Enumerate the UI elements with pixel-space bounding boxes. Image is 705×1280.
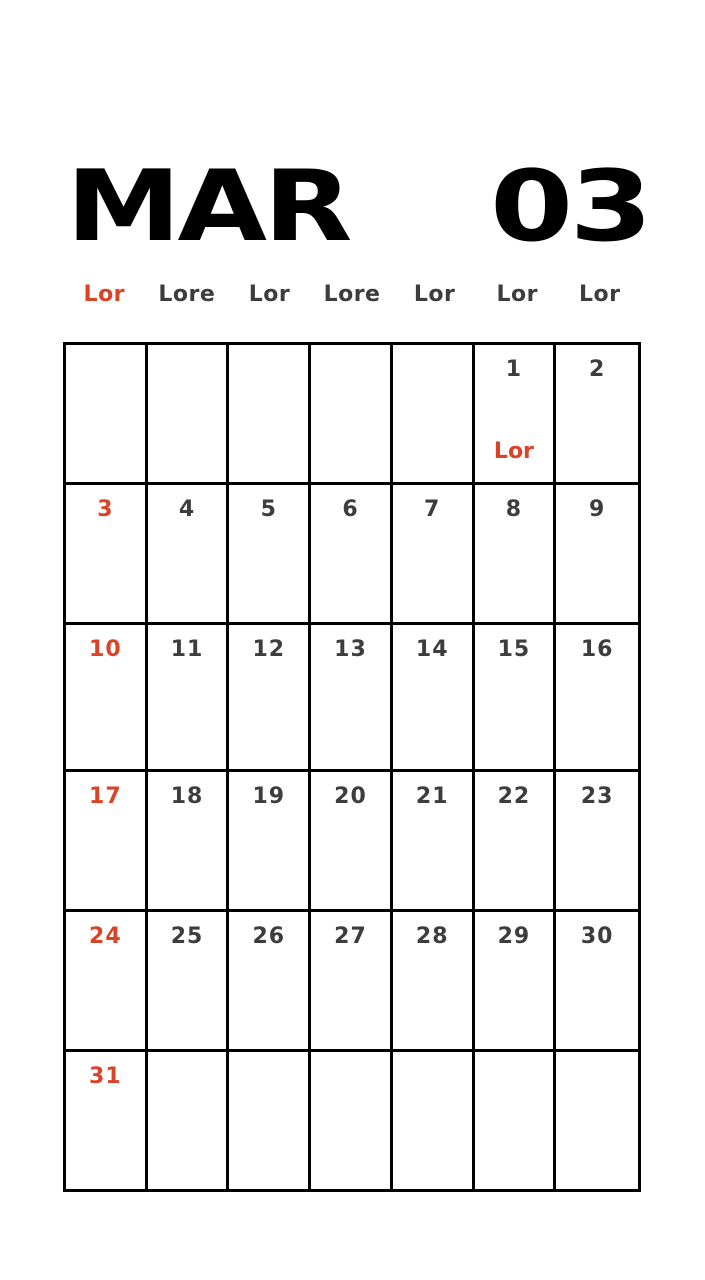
day-cell[interactable] bbox=[556, 345, 638, 485]
day-cell[interactable] bbox=[148, 485, 230, 625]
weekday-header bbox=[63, 282, 641, 312]
day-number: 28 bbox=[415, 924, 449, 949]
day-cell[interactable] bbox=[311, 485, 393, 625]
empty-day-cell bbox=[311, 345, 393, 485]
weekday-label-wednesday: Lore bbox=[323, 282, 381, 307]
day-number: 5 bbox=[260, 497, 277, 522]
day-number: 2 bbox=[588, 357, 606, 382]
empty-day-cell bbox=[556, 1052, 638, 1189]
empty-day-cell bbox=[148, 1052, 230, 1189]
calendar-grid bbox=[63, 342, 641, 1192]
day-cell[interactable] bbox=[148, 625, 230, 772]
day-cell[interactable] bbox=[66, 485, 148, 625]
day-number: 11 bbox=[170, 637, 204, 662]
empty-day-cell bbox=[393, 345, 475, 485]
day-number: 12 bbox=[252, 637, 286, 662]
day-cell[interactable] bbox=[393, 625, 475, 772]
day-cell[interactable] bbox=[475, 625, 557, 772]
empty-day-cell bbox=[475, 1052, 557, 1189]
day-number: 30 bbox=[580, 924, 614, 949]
day-number: 10 bbox=[89, 637, 122, 662]
day-cell[interactable] bbox=[393, 912, 475, 1052]
day-cell[interactable] bbox=[475, 772, 557, 912]
empty-day-cell bbox=[66, 345, 148, 485]
day-number: 26 bbox=[252, 924, 286, 949]
day-number: 1 bbox=[505, 357, 523, 382]
day-number: 7 bbox=[424, 497, 441, 522]
day-cell[interactable] bbox=[393, 772, 475, 912]
day-number: 22 bbox=[497, 784, 531, 809]
day-cell[interactable] bbox=[393, 485, 475, 625]
day-cell[interactable] bbox=[311, 772, 393, 912]
day-cell[interactable] bbox=[475, 345, 557, 485]
day-cell[interactable] bbox=[311, 625, 393, 772]
day-cell[interactable] bbox=[229, 485, 311, 625]
empty-day-cell bbox=[229, 345, 311, 485]
day-number: 6 bbox=[342, 497, 359, 522]
empty-day-cell bbox=[148, 345, 230, 485]
day-number: 23 bbox=[580, 784, 614, 809]
day-number: 16 bbox=[580, 637, 614, 662]
day-cell[interactable] bbox=[148, 912, 230, 1052]
day-number: 3 bbox=[97, 497, 114, 522]
day-cell[interactable] bbox=[229, 912, 311, 1052]
weekday-label-thursday: Lor bbox=[413, 282, 456, 307]
day-cell[interactable] bbox=[66, 1052, 148, 1189]
weekday-label-friday: Lor bbox=[496, 282, 538, 307]
month-title: MAR bbox=[66, 150, 349, 264]
weekday-label-sunday: Lor bbox=[83, 282, 126, 307]
day-number: 18 bbox=[170, 784, 204, 809]
day-number: 14 bbox=[415, 637, 449, 662]
day-number: 15 bbox=[497, 637, 531, 662]
day-cell[interactable] bbox=[148, 772, 230, 912]
weekday-label-saturday: Lor bbox=[579, 282, 621, 307]
day-cell[interactable] bbox=[556, 912, 638, 1052]
day-number: 9 bbox=[588, 497, 606, 522]
day-number: 13 bbox=[334, 637, 367, 662]
month-number: 03 bbox=[490, 150, 650, 264]
day-cell[interactable] bbox=[475, 485, 557, 625]
day-number: 25 bbox=[170, 924, 204, 949]
day-cell[interactable] bbox=[556, 772, 638, 912]
empty-day-cell bbox=[229, 1052, 311, 1189]
day-number: 20 bbox=[334, 784, 367, 809]
empty-day-cell bbox=[393, 1052, 475, 1189]
weekday-label-monday: Lore bbox=[158, 282, 216, 307]
day-cell[interactable] bbox=[556, 485, 638, 625]
day-cell[interactable] bbox=[66, 912, 148, 1052]
day-number: 8 bbox=[505, 497, 523, 522]
day-cell[interactable] bbox=[229, 772, 311, 912]
weekday-label-tuesday: Lor bbox=[248, 282, 291, 307]
day-cell[interactable] bbox=[311, 912, 393, 1052]
day-number: 17 bbox=[89, 784, 122, 809]
day-number: 24 bbox=[89, 924, 122, 949]
day-cell[interactable] bbox=[66, 772, 148, 912]
day-number: 27 bbox=[334, 924, 367, 949]
day-number: 19 bbox=[252, 784, 286, 809]
day-number: 31 bbox=[89, 1064, 122, 1089]
day-event-label: Lor bbox=[493, 439, 534, 464]
day-cell[interactable] bbox=[66, 625, 148, 772]
day-cell[interactable] bbox=[229, 625, 311, 772]
day-number: 21 bbox=[415, 784, 449, 809]
day-number: 29 bbox=[497, 924, 531, 949]
empty-day-cell bbox=[311, 1052, 393, 1189]
day-number: 4 bbox=[178, 497, 196, 522]
day-cell[interactable] bbox=[475, 912, 557, 1052]
day-cell[interactable] bbox=[556, 625, 638, 772]
